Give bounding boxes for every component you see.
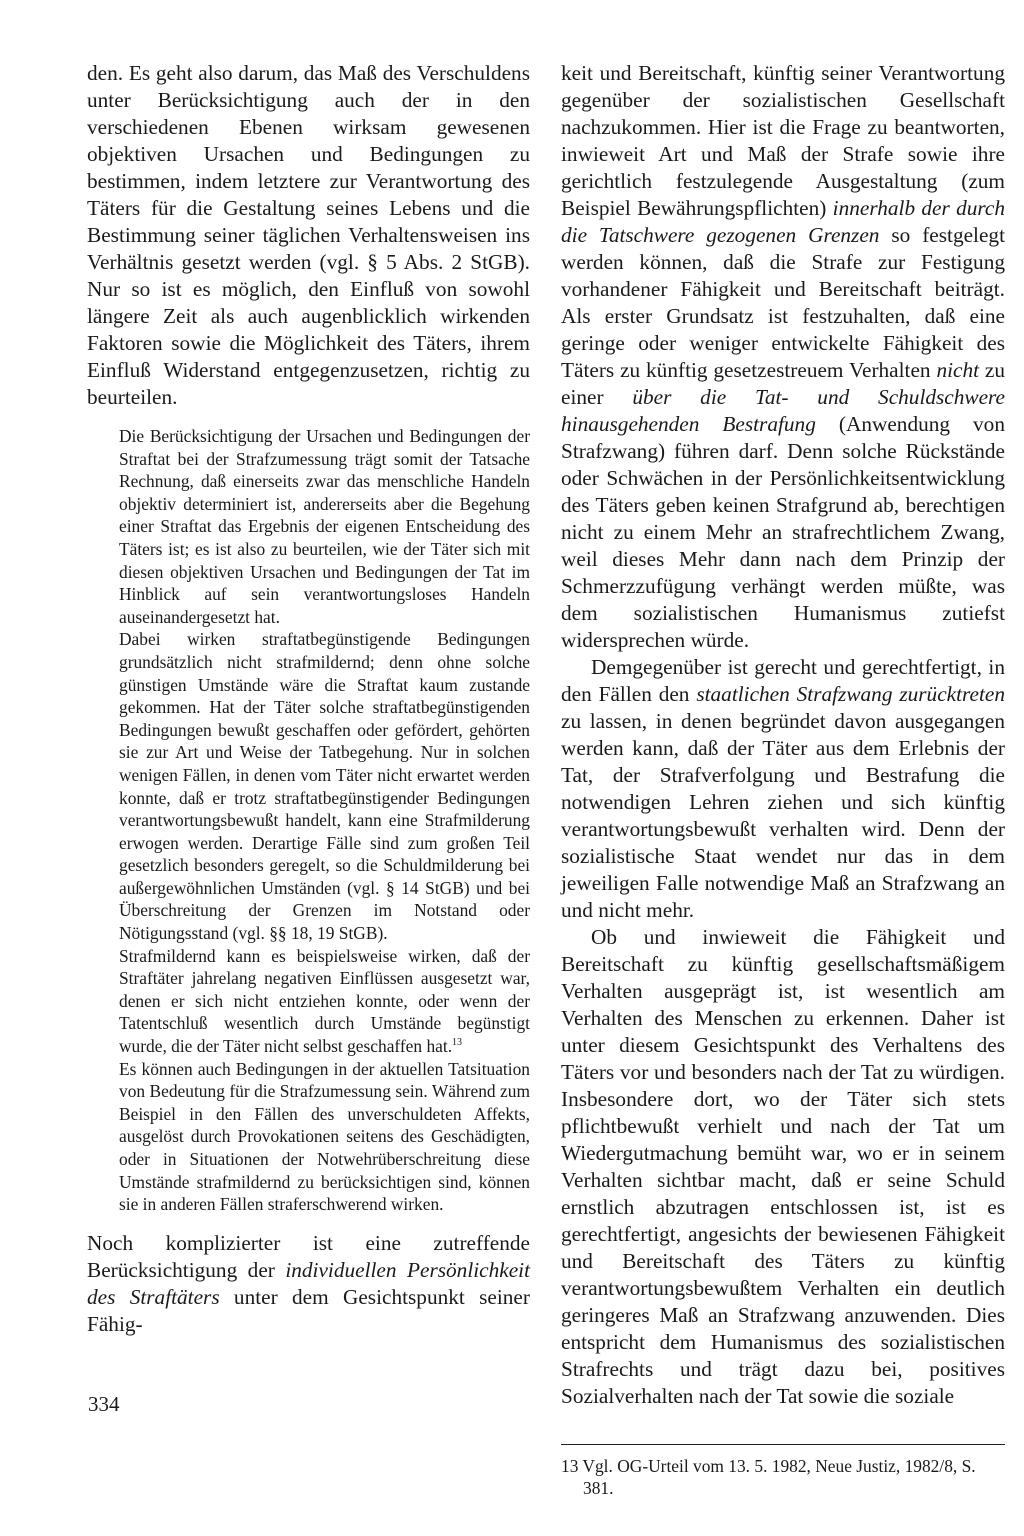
paragraph-continued: den. Es geht also darum, das Maß des Verschuldens unter Berücksichtigung auch der in den verschiedenen Ebenen wirksam gewesenen objektiven Ursachen und Bedingungen zu bestimmen, indem letztere zur Verantwortung des Täters für die Gestaltung seines Lebens und die Bestimmung seiner täglichen Verhaltensweisen ins Verhältnis gesetzt werden (vgl. § 5 Abs. 2 StGB). Nur so ist es möglich, den Einfluß von sowohl längere Zeit als auch augenblicklich wirkenden Faktoren sowie die Möglichkeit des Täters, ihrem Einfluß Widerstand entgegenzusetzen, richtig zu beurteilen. (87, 61, 530, 409)
italic-emphasis: staatlichen Strafzwang zurücktreten (696, 682, 1005, 706)
italic-emphasis: innerhalb der durch die Tatschwere gezogenen Grenzen (561, 196, 1005, 247)
small-paragraph-4: Es können auch Bedingungen in der aktuellen Tatsituation von Bedeutung für die Strafzumessung sein. Während zum Beispiel in den Fällen des unverschuldeten Affekts, ausgelöst durch Provokationen seitens des Geschädigten, oder in Situationen der Notwehrüberschreitung diese Umstände strafmildernd zu berücksichtigen sind, können sie in anderen Fällen straferschwerend wirken. (119, 1058, 530, 1215)
italic-emphasis: individuellen Persönlichkeit des Straftäters (87, 1257, 530, 1309)
small-print-block (119, 425, 530, 1216)
paragraph-text: zu einer (561, 358, 1005, 409)
paragraph-state-coercion (561, 654, 1005, 924)
paragraph-personality (87, 1230, 530, 1338)
paragraph-responsibility (561, 60, 1005, 654)
italic-emphasis: nicht (936, 358, 980, 382)
small-paragraph-1: Die Berücksichtigung der Ursachen und Bedingungen der Straftat bei der Strafzumessung trägt somit der Tatsache Rechnung, daß einerseits zwar das menschliche Handeln objektiv determiniert ist, andererseits aber die Begehung einer Straftat das Ergebnis der eigenen Entscheidung des Täters ist; es ist also zu beurteilen, wie der Täter sich mit diesen objektiven Ursachen und Bedingungen der Tat im Hinblick auf sein verantwortungsloses Handeln auseinandergesetzt hat. (119, 426, 530, 627)
footnote-divider (561, 1444, 1005, 1445)
paragraph-text: so festgelegt werden können, daß die Strafe zur Festigung vorhandener Fähigkeit und Bereitschaft beiträgt. Als erster Grundsatz ist festzuhalten, daß eine geringe oder weniger entwickelte Fähigkeit des Täters zu künftig gesetzestreuem Verhalten (561, 223, 1005, 382)
page-number: 334 (88, 1392, 120, 1416)
small-paragraph-3 (119, 945, 530, 1058)
paragraph-text: Demgegenüber ist gerecht und gerechtfertigt, in den Fällen den (561, 655, 1005, 706)
paragraph-text: zu lassen, in denen begründet davon ausgegangen werden kann, daß der Täter aus dem Erlebnis der Tat, der Strafverfolgung und Bestrafung die notwendigen Lehren ziehen und sich künftig verantwortungsbewußt verhalten wird. Denn der sozialistische Staat wendet nur das in dem jeweiligen Falle notwendige Maß an Strafzwang an und nicht mehr. (561, 709, 1005, 922)
paragraph-text: unter dem Gesichtspunkt seiner Fähig- (87, 1284, 530, 1336)
paragraph-text: keit und Bereitschaft, künftig seiner Verantwortung gegenüber der sozialistischen Gesellschaft nachzukommen. Hier ist die Frage zu beantworten, inwieweit Art und Maß der Strafe sowie ihre gerichtlich festzulegende Ausgestaltung (zum Beispiel Bewährungspflichten) (561, 61, 1005, 220)
footnote-ref-13[interactable]: 13 (452, 1037, 463, 1049)
small-paragraph-3-text: Strafmildernd kann es beispielsweise wirken, daß der Straftäter jahrelang negativen Einflüssen ausgesetzt war, denen er sich nicht entziehen konnte, oder wenn der Tatentschluß wesentlich durch Umstände begünstigt wurde, die der Täter nicht selbst geschaffen hat. (119, 945, 530, 1057)
left-column (87, 60, 530, 1338)
right-column (561, 60, 1005, 1499)
paragraph-behaviour: Ob und inwieweit die Fähigkeit und Bereitschaft zu künftig gesellschaftsmäßigem Verhalten ausgeprägt ist, ist wesentlich am Verhalten des Menschen zu erkennen. Daher ist unter diesem Gesichtspunkt des Verhaltens des Täters vor und besonders nach der Tat zu würdigen. Insbesondere dort, wo der Täter sich stets pflichtbewußt verhielt und nach der Tat um Wiedergutmachung bemüht war, wo er in seinem Verhalten sichtbar macht, daß er seine Schuld ernstlich abzutragen entschlossen ist, ist es gerechtfertigt, angesichts der bewiesenen Fähigkeit und Bereitschaft des Täters zu künftig verantwortungsbewußtem Verhalten ein deutlich geringeres Maß an Strafzwang anzuwenden. Dies entspricht dem Humanismus des sozialistischen Strafrechts und trägt dazu bei, positives Sozialverhalten nach der Tat sowie die soziale (561, 925, 1005, 1408)
small-paragraph-2: Dabei wirken straftatbegünstigende Bedingungen grundsätzlich nicht strafmildernd; denn ohne solche günstigen Umstände wäre die Straftat kaum zustande gekommen. Hat der Täter solche straftatbegünstigenden Bedingungen bewußt geschaffen oder gefördert, gehörten sie zur Art und Weise der Tatbegehung. Nur in solchen wenigen Fällen, in denen vom Täter nicht erwartet werden konnte, daß er trotz straftatbegünstigender Bedingungen verantwortungsbewußt handelt, kann eine Strafmilderung erwogen werden. Derartige Fälle sind zum großen Teil gesetzlich besonders geregelt, so die Schuldmilderung bei außergewöhnlichen Umständen (vgl. § 14 StGB) und bei Überschreitung der Grenzen im Notstand oder Nötigungsstand (vgl. §§ 18, 19 StGB). (119, 629, 530, 944)
paragraph-text: Noch komplizierter ist eine zutreffende Berücksichtigung der (87, 1230, 530, 1282)
footnote-13: 13 Vgl. OG-Urteil vom 13. 5. 1982, Neue Justiz, 1982/8, S. 381. (561, 1456, 976, 1498)
paragraph-text: (Anwendung von Strafzwang) führen darf. Denn solche Rückstände oder Schwächen in der Persönlichkeitsentwicklung des Täters geben keinen Strafgrund ab, berechtigen nicht zu einem Mehr an strafrechtlichem Zwang, weil dieses Mehr dann nach dem Prinzip der Schmerzzufügung verhängt werden müßte, was dem sozialistischen Humanismus zutiefst widersprechen würde. (561, 412, 1005, 652)
italic-emphasis: über die Tat- und Schuldschwere hinausgehenden Bestrafung (561, 385, 1006, 436)
